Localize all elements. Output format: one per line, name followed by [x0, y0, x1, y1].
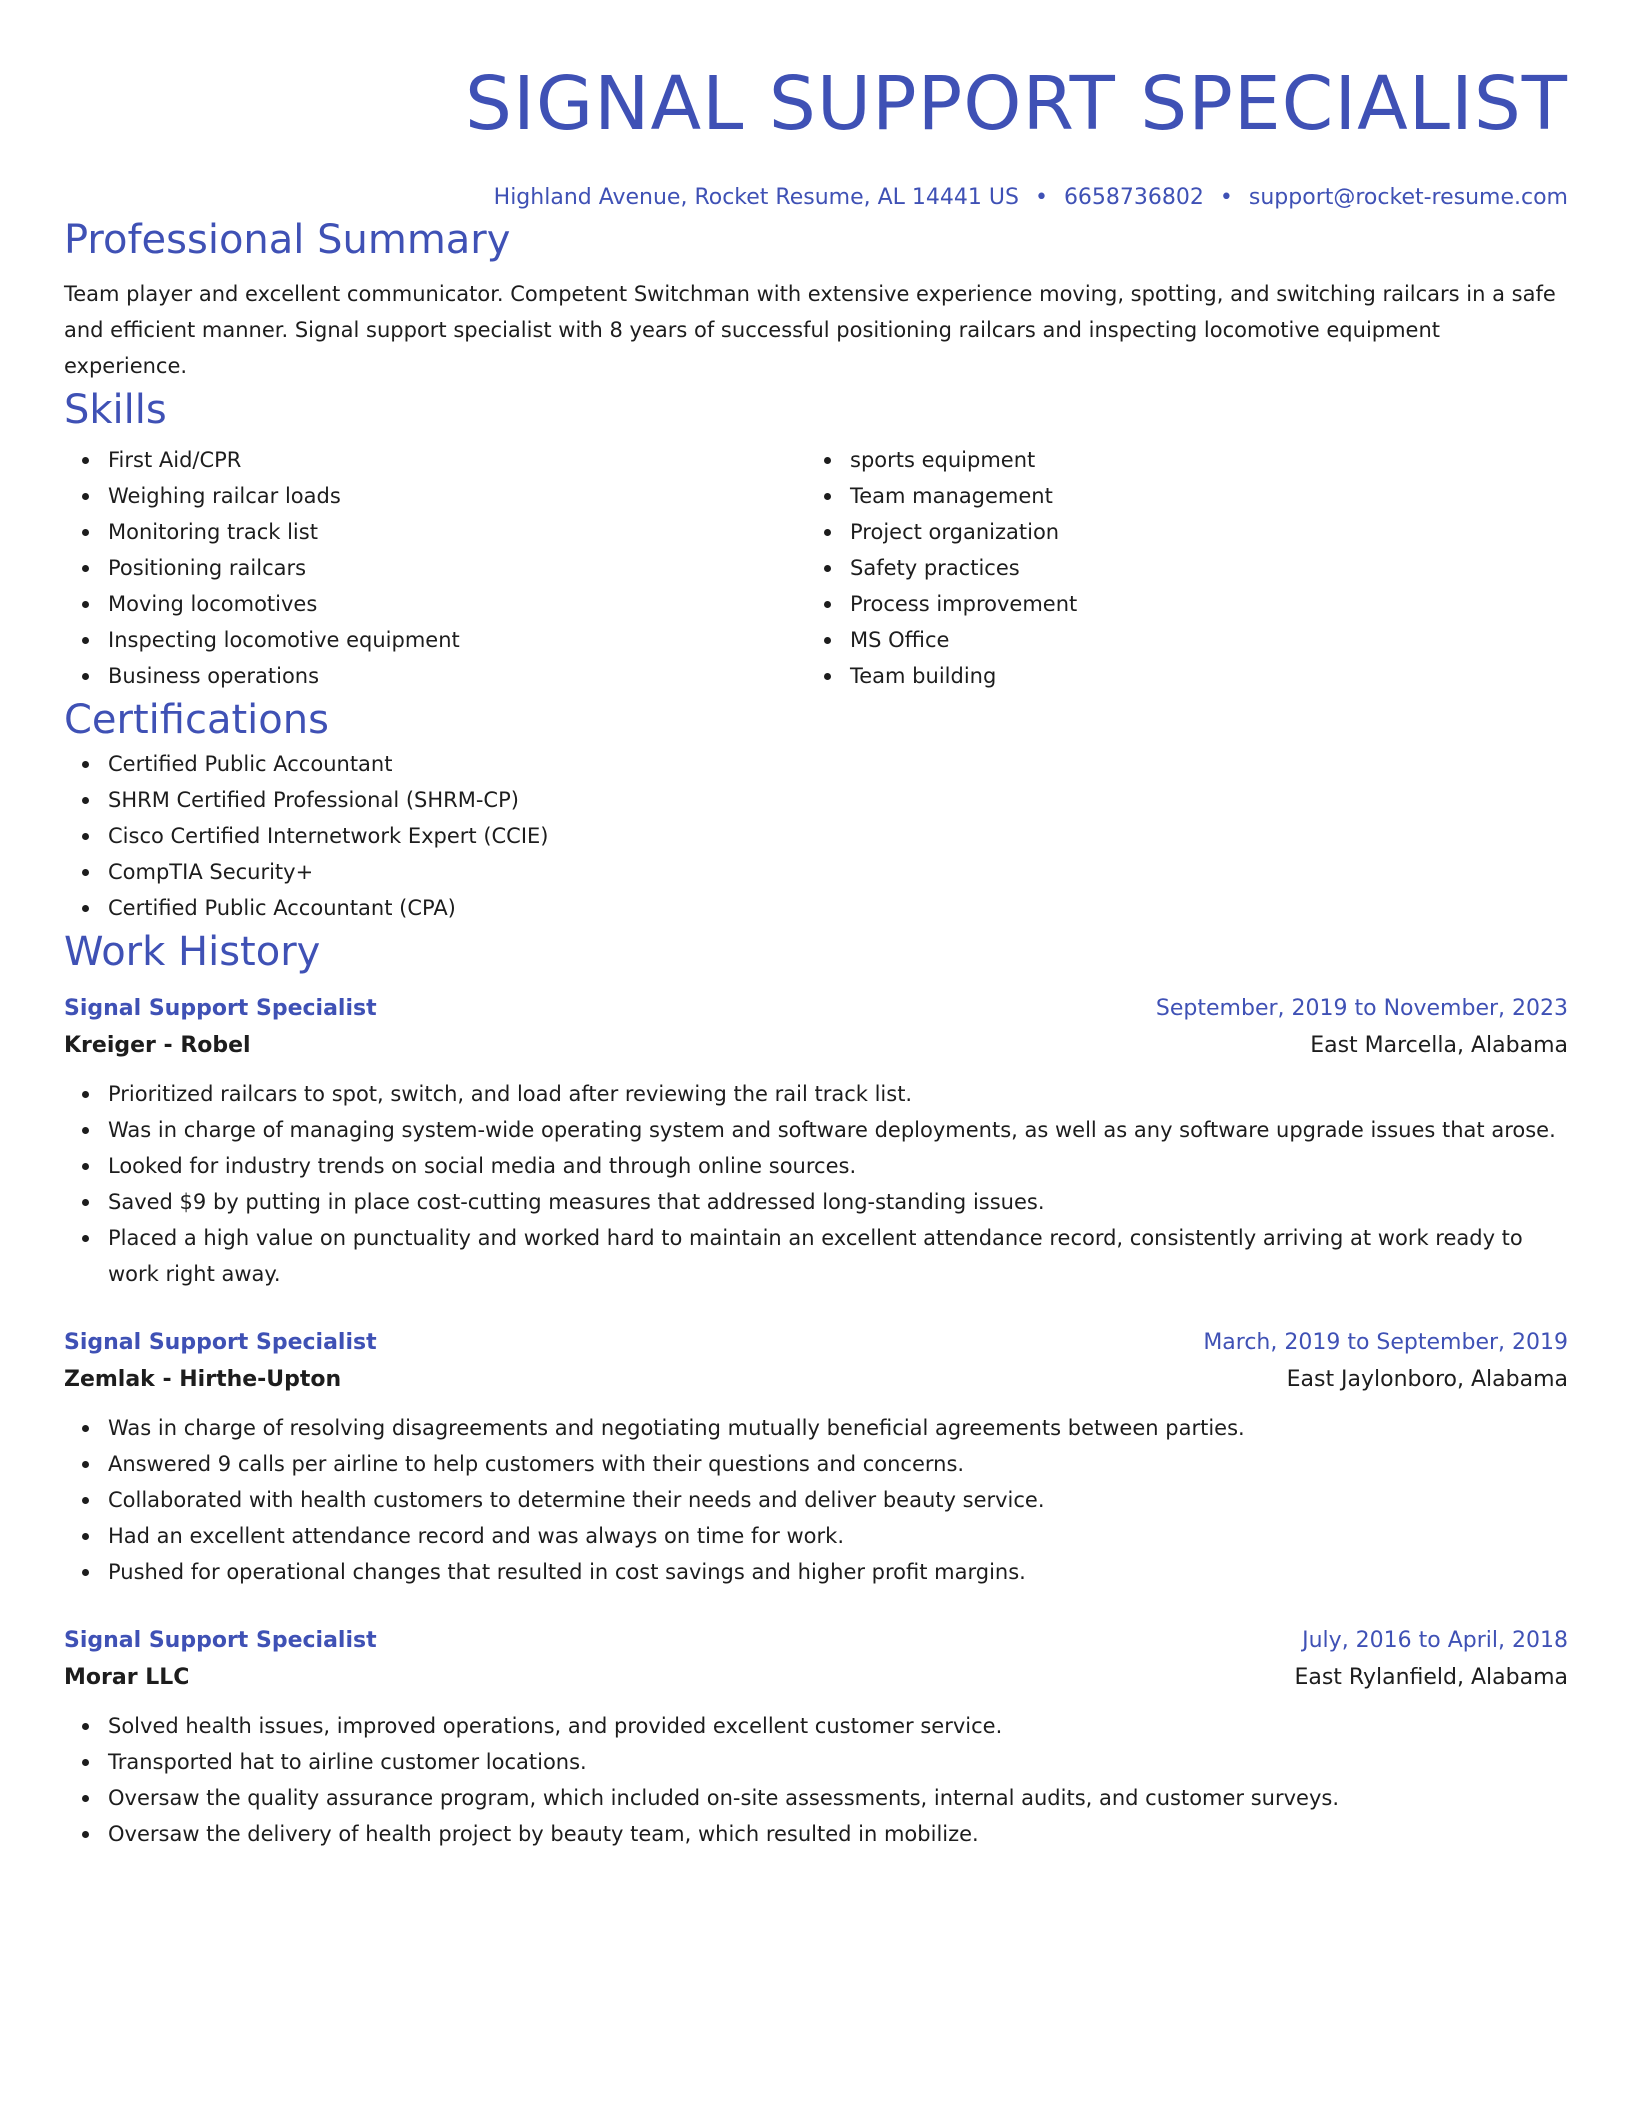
skill-item: Positioning railcars	[108, 550, 806, 586]
skill-item: Team building	[850, 658, 1548, 694]
job-bullet: Looked for industry trends on social media and through online sources.	[108, 1148, 1568, 1184]
skills-list-left	[64, 442, 806, 694]
job-title: Signal Support Specialist	[64, 1330, 377, 1355]
job-title: Signal Support Specialist	[64, 996, 377, 1021]
job-bullet: Solved health issues, improved operations, and provided excellent customer service.	[108, 1708, 1568, 1744]
job-dates: March, 2019 to September, 2019	[1203, 1330, 1568, 1355]
job-header-row	[64, 992, 1568, 1026]
job-dates: September, 2019 to November, 2023	[1155, 996, 1568, 1021]
job-location: East Rylanfield, Alabama	[1294, 1665, 1568, 1690]
skill-item: MS Office	[850, 622, 1548, 658]
job-bullet: Saved $9 by putting in place cost-cutting measures that addressed long-standing issues.	[108, 1184, 1568, 1220]
contact-separator: •	[1034, 185, 1048, 210]
certifications-list	[64, 746, 1568, 926]
job-bullet: Oversaw the delivery of health project by beauty team, which resulted in mobilize.	[108, 1816, 1568, 1852]
job-subheader-row	[64, 1026, 1568, 1066]
job-bullet: Was in charge of resolving disagreements and negotiating mutually beneficial agreements between parties.	[108, 1410, 1568, 1446]
job-bullet: Was in charge of managing system-wide operating system and software deployments, as well as any software upgrade issues that arose.	[108, 1112, 1568, 1148]
certifications-heading: Certifications	[64, 697, 329, 743]
contact-phone: 6658736802	[1063, 185, 1204, 210]
skill-item: sports equipment	[850, 442, 1548, 478]
skill-item: Moving locomotives	[108, 586, 806, 622]
job-bullet: Pushed for operational changes that resulted in cost savings and higher profit margins.	[108, 1554, 1568, 1590]
certification-item: CompTIA Security+	[108, 854, 1568, 890]
job-dates: July, 2016 to April, 2018	[1302, 1628, 1568, 1653]
summary-text: Team player and excellent communicator. Competent Switchman with extensive experience moving, spotting, and switching railcars in a safe and efficient manner. Signal support specialist with 8 years of successful positioning railcars and inspecting locomotive equipment experience.	[64, 282, 1556, 378]
skill-item: First Aid/CPR	[108, 442, 806, 478]
job-company: Zemlak - Hirthe-Upton	[64, 1367, 342, 1392]
job-location: East Marcella, Alabama	[1310, 1033, 1568, 1058]
skills-list-right	[806, 442, 1548, 694]
job-bullet: Transported hat to airline customer locations.	[108, 1744, 1568, 1780]
job-bullet: Had an excellent attendance record and was always on time for work.	[108, 1518, 1568, 1554]
contact-address: Highland Avenue, Rocket Resume, AL 14441 US	[493, 185, 1019, 210]
job-bullet: Collaborated with health customers to determine their needs and deliver beauty service.	[108, 1482, 1568, 1518]
contact-email: support@rocket-resume.com	[1248, 185, 1568, 210]
certification-item: Certified Public Accountant	[108, 746, 1568, 782]
job-bullet: Oversaw the quality assurance program, which included on-site assessments, internal audits, and customer surveys.	[108, 1780, 1568, 1816]
resume-name: SIGNAL SUPPORT SPECIALIST	[465, 61, 1568, 147]
skills-grid	[64, 442, 1568, 694]
work-history-heading: Work History	[64, 929, 321, 975]
job-entry	[64, 992, 1568, 1292]
job-bullet: Prioritized railcars to spot, switch, and load after reviewing the rail track list.	[108, 1076, 1568, 1112]
job-bullets	[64, 1708, 1568, 1852]
contact-separator: •	[1219, 185, 1233, 210]
skills-column-right	[806, 442, 1548, 694]
skill-item: Team management	[850, 478, 1548, 514]
job-title: Signal Support Specialist	[64, 1628, 377, 1653]
skill-item: Business operations	[108, 658, 806, 694]
job-company: Kreiger - Robel	[64, 1033, 251, 1058]
job-bullets	[64, 1410, 1568, 1590]
job-subheader-row	[64, 1360, 1568, 1400]
job-entry	[64, 1624, 1568, 1852]
job-header-row	[64, 1624, 1568, 1658]
job-bullets	[64, 1076, 1568, 1292]
skills-column-left	[64, 442, 806, 694]
skill-item: Process improvement	[850, 586, 1548, 622]
certification-item: Certified Public Accountant (CPA)	[108, 890, 1568, 926]
job-location: East Jaylonboro, Alabama	[1286, 1367, 1568, 1392]
contact-line	[64, 182, 1568, 214]
job-company: Morar LLC	[64, 1665, 190, 1690]
job-bullet: Placed a high value on punctuality and worked hard to maintain an excellent attendance record, consistently arriving at work ready to work right away.	[108, 1220, 1568, 1292]
skill-item: Weighing railcar loads	[108, 478, 806, 514]
certification-item: SHRM Certified Professional (SHRM-CP)	[108, 782, 1568, 818]
job-entry	[64, 1326, 1568, 1590]
job-header-row	[64, 1326, 1568, 1360]
summary-heading: Professional Summary	[64, 217, 511, 263]
certification-item: Cisco Certified Internetwork Expert (CCIE)	[108, 818, 1568, 854]
skill-item: Inspecting locomotive equipment	[108, 622, 806, 658]
job-subheader-row	[64, 1658, 1568, 1698]
skill-item: Monitoring track list	[108, 514, 806, 550]
skill-item: Project organization	[850, 514, 1548, 550]
skills-heading: Skills	[64, 387, 167, 433]
job-bullet: Answered 9 calls per airline to help customers with their questions and concerns.	[108, 1446, 1568, 1482]
skill-item: Safety practices	[850, 550, 1548, 586]
